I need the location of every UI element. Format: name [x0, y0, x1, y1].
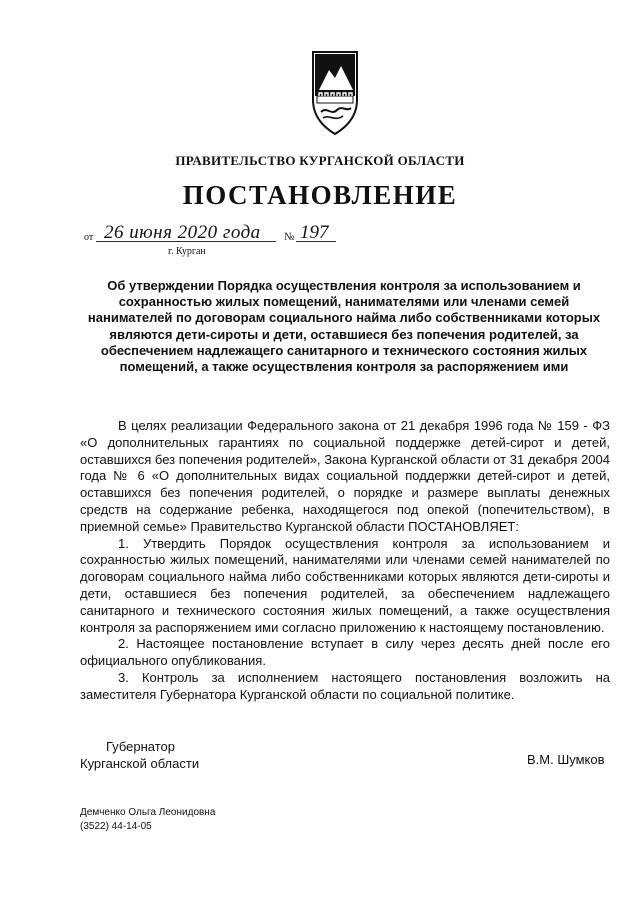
kurgan-region-coat-of-arms-icon — [309, 50, 361, 136]
number-label: № — [284, 231, 295, 243]
signatory-region: Курганской области — [80, 756, 200, 771]
executor-name: Демченко Ольга Леонидовна — [80, 807, 216, 818]
document-subject: Об утверждении Порядка осуществления контроля за использованием и сохранностью жилых помещений, нанимателями или членами семей нанимателей по договорам социального найма либо собственниками которых являются дети-сироты и дети, оставшиеся без попечения родителей, за обеспечением надлежащего санитарного и технического состояния жилых помещений, а также осуществления контроля за распоряжением ими — [87, 278, 601, 375]
clause-3-paragraph: 3. Контроль за исполнением настоящего постановления возложить на заместителя Губернатора Курганской области по социальной политике. — [80, 669, 610, 702]
handwritten-date: 26 июня 2020 года — [104, 222, 261, 243]
document-type-title: ПОСТАНОВЛЕНИЕ — [182, 180, 458, 210]
date-number-line — [84, 224, 364, 260]
handwritten-number: 197 — [300, 222, 329, 243]
preamble-paragraph: В целях реализации Федерального закона от 21 декабря 1996 года № 159 - ФЗ «О дополнительных гарантиях по социальной поддержке детей-сирот и детей, оставшихся без попечения родителей», Закона Курганской области от 31 декабря 2004 года № 6 «О дополнительных видах социальной поддержки детей-сирот и детей, оставшихся без попечения родителей, о порядке и размере выплаты денежных средств на содержание ребенка, находящегося под опекой (попечительством), в приемной семье» Правительство Курганской области ПОСТАНОВЛЯЕТ: — [80, 418, 610, 534]
date-from-label: от — [84, 232, 94, 243]
executor-contact — [80, 806, 215, 834]
document-body — [80, 418, 610, 704]
government-title: ПРАВИТЕЛЬСТВО КУРГАНСКОЙ ОБЛАСТИ — [175, 153, 465, 168]
clause-1-paragraph: 1. Утвердить Порядок осуществления контроля за использованием и сохранностью жилых помещений, нанимателями или членами семей нанимателей по договорам социального найма либо собственниками которых являются дети-сироты и дети, оставшиеся без попечения родителей, за обеспечением надлежащего санитарного и технического состояния жилых помещений, а также осуществления контроля за распоряжением ими согласно приложению к настоящему постановлению. — [80, 535, 610, 635]
signatory-title — [80, 738, 199, 772]
signatory-position: Губернатор — [106, 739, 175, 754]
city-label: г. Курган — [168, 246, 206, 257]
executor-phone: (3522) 44-14-05 — [80, 821, 152, 832]
clause-2-paragraph: 2. Настоящее постановление вступает в силу через десять дней после его официального опубликования. — [80, 636, 610, 669]
signatory-name: В.М. Шумков — [527, 752, 605, 767]
